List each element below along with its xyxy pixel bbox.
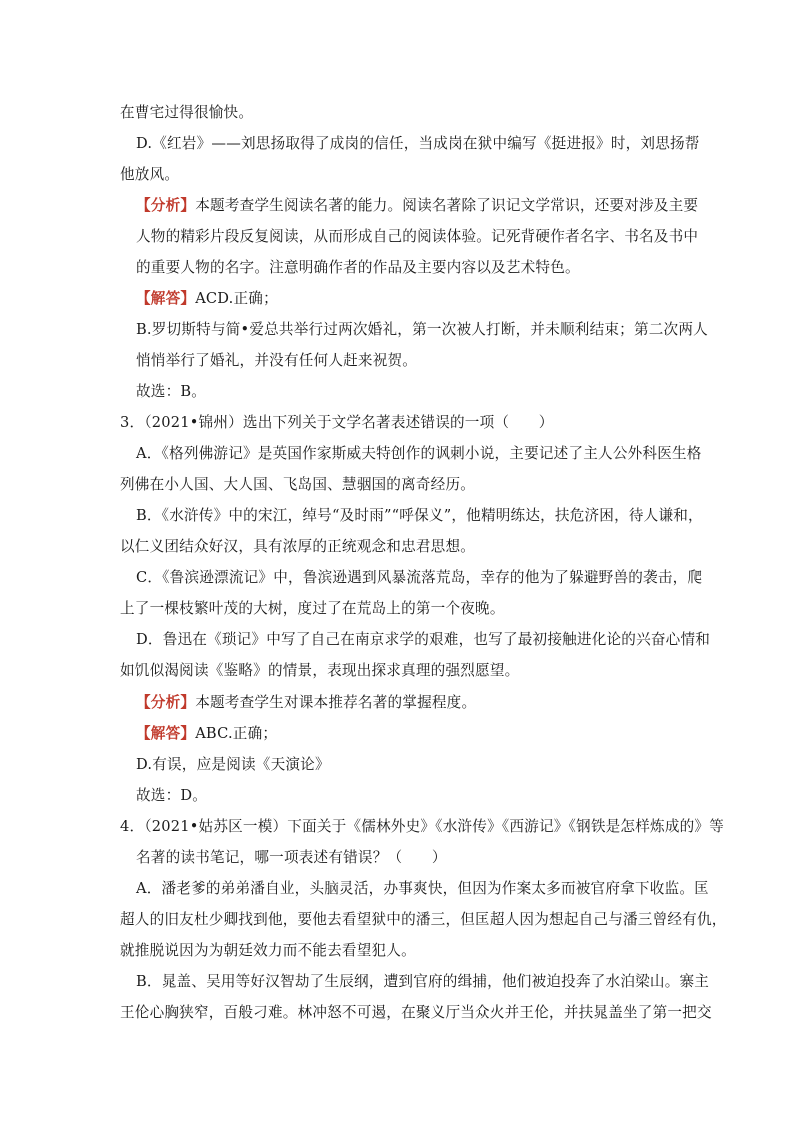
question-4-stem-cont: 名著的读书笔记，哪一项表述有错误？（ ）	[136, 849, 447, 866]
analysis-line	[136, 196, 699, 216]
question-3-option-d: D．鲁迅在《琐记》中写了自己在南京求学的艰难，也写了最初接触进化论的兴奋心情和	[136, 631, 711, 648]
question-3-option-c: C．《鲁滨逊漂流记》中，鲁滨逊遇到风暴流落荒岛，幸存的他为了躲避野兽的袭击，爬	[136, 569, 703, 586]
analysis-line	[136, 693, 696, 713]
answer-line: 故选：B。	[136, 383, 207, 400]
question-3-stem: 3．（2021•锦州）选出下列关于文学名著表述错误的一项（ ）	[120, 414, 554, 431]
analysis-tag: 【分析】	[136, 694, 196, 711]
text-line: 他放风。	[120, 166, 180, 183]
question-4-option-b: B．晁盖、吴用等好汉智劫了生辰纲，遭到官府的缉捕，他们被迫投奔了水泊梁山。寨主	[136, 973, 710, 990]
analysis-tag: 【分析】	[136, 197, 196, 214]
answer-line: B.罗切斯特与简•爱总共举行过两次婚礼，第一次被人打断，并未顺利结束；第二次两人	[136, 321, 708, 338]
text-line: 在曹宅过得很愉快。	[120, 104, 254, 121]
question-3-option-c-cont: 上了一棵枝繁叶茂的大树，度过了在荒岛上的第一个夜晚。	[120, 600, 505, 617]
analysis-line: 人物的精彩片段反复阅读，从而形成自己的阅读体验。记死背硬作者名字、书名及书中	[136, 228, 699, 245]
question-3-option-a: A．《格列佛游记》是英国作家斯威夫特创作的讽刺小说，主要记述了主人公外科医生格	[136, 445, 702, 462]
question-3-option-b-cont: 以仁义团结众好汉，具有浓厚的正统观念和忠君思想。	[120, 538, 476, 555]
question-4-option-a-cont: 就推脱说因为为朝廷效力而不能去看望犯人。	[120, 942, 416, 959]
question-3-option-a-cont: 列佛在小人国、大人国、飞岛国、慧骃国的离奇经历。	[120, 476, 476, 493]
answer-line	[136, 724, 696, 744]
question-3-option-d-cont: 如饥似渴阅读《鉴略》的情景，表现出探求真理的强烈愿望。	[120, 662, 520, 679]
question-4-option-a-cont: 超人的旧友杜少卿找到他，要他去看望狱中的潘三，但匡超人因为想起自己与潘三曾经有仇，	[120, 911, 727, 928]
question-4-option-b-cont: 王伦心胸狭窄，百般刁难。林冲怒不可遏，在聚义厅当众火并王伦，并扶晁盖坐了第一把交	[120, 1004, 712, 1021]
answer-text: ACD.正确；	[195, 290, 278, 307]
question-4-option-a: A．潘老爹的弟弟潘自业，头脑灵活，办事爽快，但因为作案太多而被官府拿下收监。匡	[136, 880, 709, 897]
answer-line: 悄悄举行了婚礼，并没有任何人赶来祝贺。	[136, 352, 418, 369]
question-3-option-b: B．《水浒传》中的宋江，绰号“及时雨”“呼保义”，他精明练达，扶危济困，待人谦和，	[136, 507, 703, 524]
option-d-line: D.《红岩》——刘思扬取得了成岗的信任，当成岗在狱中编写《挺进报》时，刘思扬帮	[136, 135, 700, 152]
answer-text: ABC.正确；	[195, 725, 278, 742]
analysis-text: 本题考查学生阅读名著的能力。阅读名著除了识记文学常识，还要对涉及主要	[195, 197, 699, 214]
analysis-line: 的重要人物的名字。注意明确作者的作品及主要内容以及艺术特色。	[136, 259, 580, 276]
answer-tag: 【解答】	[136, 725, 196, 742]
analysis-text: 本题考查学生对课本推荐名著的掌握程度。	[195, 694, 477, 711]
answer-line	[136, 289, 696, 309]
answer-tag: 【解答】	[136, 290, 196, 307]
question-4-stem: 4．（2021•姑苏区一模）下面关于《儒林外史》《水浒传》《西游记》《钢铁是怎样炼成的》等	[120, 818, 724, 835]
answer-line: 故选：D。	[136, 787, 208, 804]
answer-line: D.有误，应是阅读《天演论》	[136, 756, 330, 773]
